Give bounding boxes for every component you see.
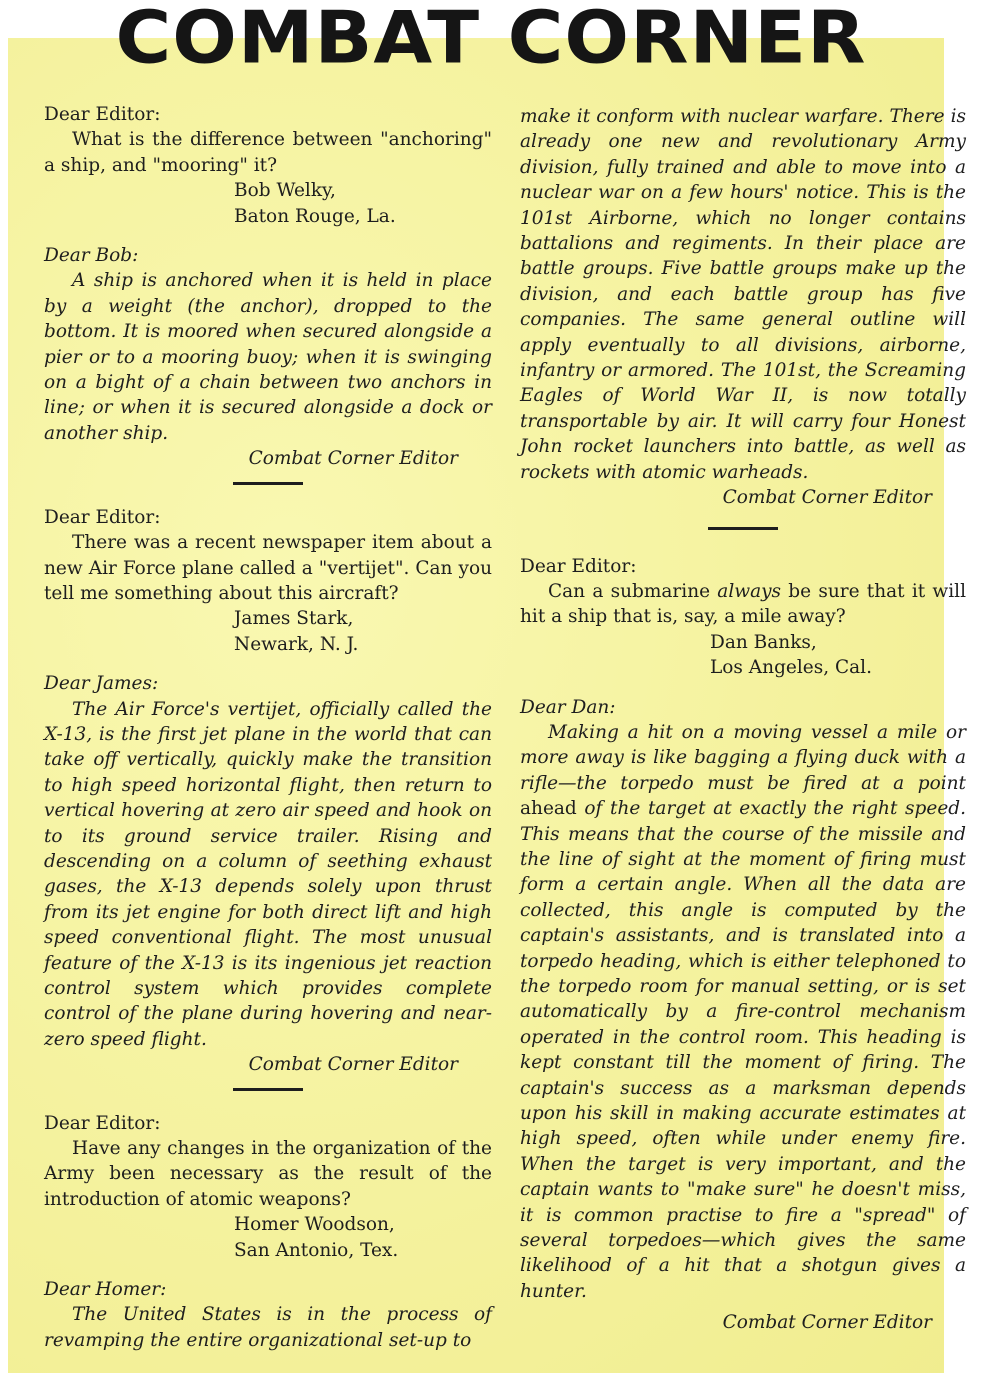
- reply-salutation: Dear Dan:: [520, 696, 616, 718]
- letter-question: Have any changes in the organization of the Army been necessary as the result of the introduction of atomic weapons?: [44, 1138, 492, 1210]
- letter-question: There was a recent newspaper item about a new Air Force plane called a "vertijet". Can you tell me something about this aircraft?: [44, 532, 492, 604]
- divider: [708, 527, 778, 530]
- reply-salutation: Dear Bob:: [44, 245, 139, 267]
- letter-salutation: Dear Editor:: [44, 506, 161, 528]
- letter-salutation: Dear Editor:: [44, 104, 161, 125]
- reply-salutation: Dear James:: [44, 673, 159, 695]
- reply-text-part1: The United States is in the process of revamping the entire organizational set-up to: [44, 1304, 492, 1351]
- letter-location: Baton Rouge, La.: [234, 205, 396, 227]
- letter-salutation: Dear Editor:: [520, 555, 637, 577]
- editor-signature: Combat Corner Editor: [248, 448, 458, 470]
- reply-text-part2: make it conform with nuclear warfare. There is already one new and revolutionary Army division, fully trained and able to move into a nuclear war on a few hours' notice. This is the 101st Airborne, which no longer contains battalions and regiments. In their place are battle groups. Five battle groups make up the division, and each battle group has five companies. The same general outline will apply eventually to all divisions, airborne, infantry or armored. The 101st, the Screaming Eagles of World War II, is now totally transportable by air. It will carry four Honest John rocket launchers into battle, as well as rockets with atomic warheads.: [520, 106, 966, 483]
- letter-location: San Antonio, Tex.: [234, 1239, 399, 1261]
- reply-text: The Air Force's vertijet, officially called the X-13, is the first jet plane in the world that can take off vertically, quickly make the transition to high speed horizontal flight, then return to vertical hovering at zero air speed and hook on to its ground service trailer. Rising and descending on a column of seething exhaust gases, the X-13 depends solely upon thrust from its jet engine for both direct lift and high speed conventional flight. The most unusual feature of the X-13 is its ingenious jet reaction control system which provides complete control of the plane during hovering and near-zero speed flight.: [44, 698, 492, 1050]
- letter-author: Dan Banks,: [710, 631, 817, 653]
- reply-text: A ship is anchored when it is held in place by a weight (the anchor), dropped to the bottom. It is moored when secured alongside a pier or to a mooring buoy; when it is swinging on a bight of a chain between two anchors in line; or when it is secured alongside a dock or another ship.: [44, 270, 492, 444]
- left-column: [44, 102, 492, 1353]
- divider: [233, 1088, 303, 1091]
- letter-location: Los Angeles, Cal.: [710, 657, 872, 679]
- editor-signature: Combat Corner Editor: [722, 487, 932, 509]
- reply-salutation: Dear Homer:: [44, 1279, 167, 1301]
- letter-question: Can a submarine always be sure that it will hit a ship that is, say, a mile away?: [520, 580, 966, 628]
- page-title: COMBAT CORNER: [115, 0, 867, 80]
- divider: [233, 482, 303, 485]
- letter-author: Bob Welky,: [234, 180, 336, 202]
- reply-text: Making a hit on a moving vessel a mile or more away is like bagging a flying duck with a rifle—the torpedo must be fired at a point ahead of the target at exactly the right speed. This means that the course of the missile and the line of sight at the moment of firing must form a certain angle. When all the data are collected, this angle is computed by the captain's assistants, and is translated into a torpedo heading, which is either telephoned to the torpedo room for manual setting, or is set automatically by a fire-control mechanism operated in the control room. This heading is kept constant till the moment of firing. The captain's success as a marksman depends upon his skill in making accurate estimates at high speed, often while under enemy fire. When the target is very important, and the captain wants to "make sure" he doesn't miss, it is common practise to fire a "spread" of several torpedoes—which gives the same likelihood of a hit that a shotgun gives a hunter.: [520, 721, 966, 1302]
- letter-author: James Stark,: [234, 608, 354, 630]
- editor-signature: Combat Corner Editor: [248, 1054, 458, 1076]
- letter-author: Homer Woodson,: [234, 1214, 395, 1236]
- letter-location: Newark, N. J.: [234, 633, 359, 655]
- letter-question: What is the difference between "anchoring" a ship, and "mooring" it?: [44, 129, 492, 176]
- letter-salutation: Dear Editor:: [44, 1112, 161, 1134]
- editor-signature: Combat Corner Editor: [722, 1312, 932, 1334]
- right-column: [520, 104, 966, 1336]
